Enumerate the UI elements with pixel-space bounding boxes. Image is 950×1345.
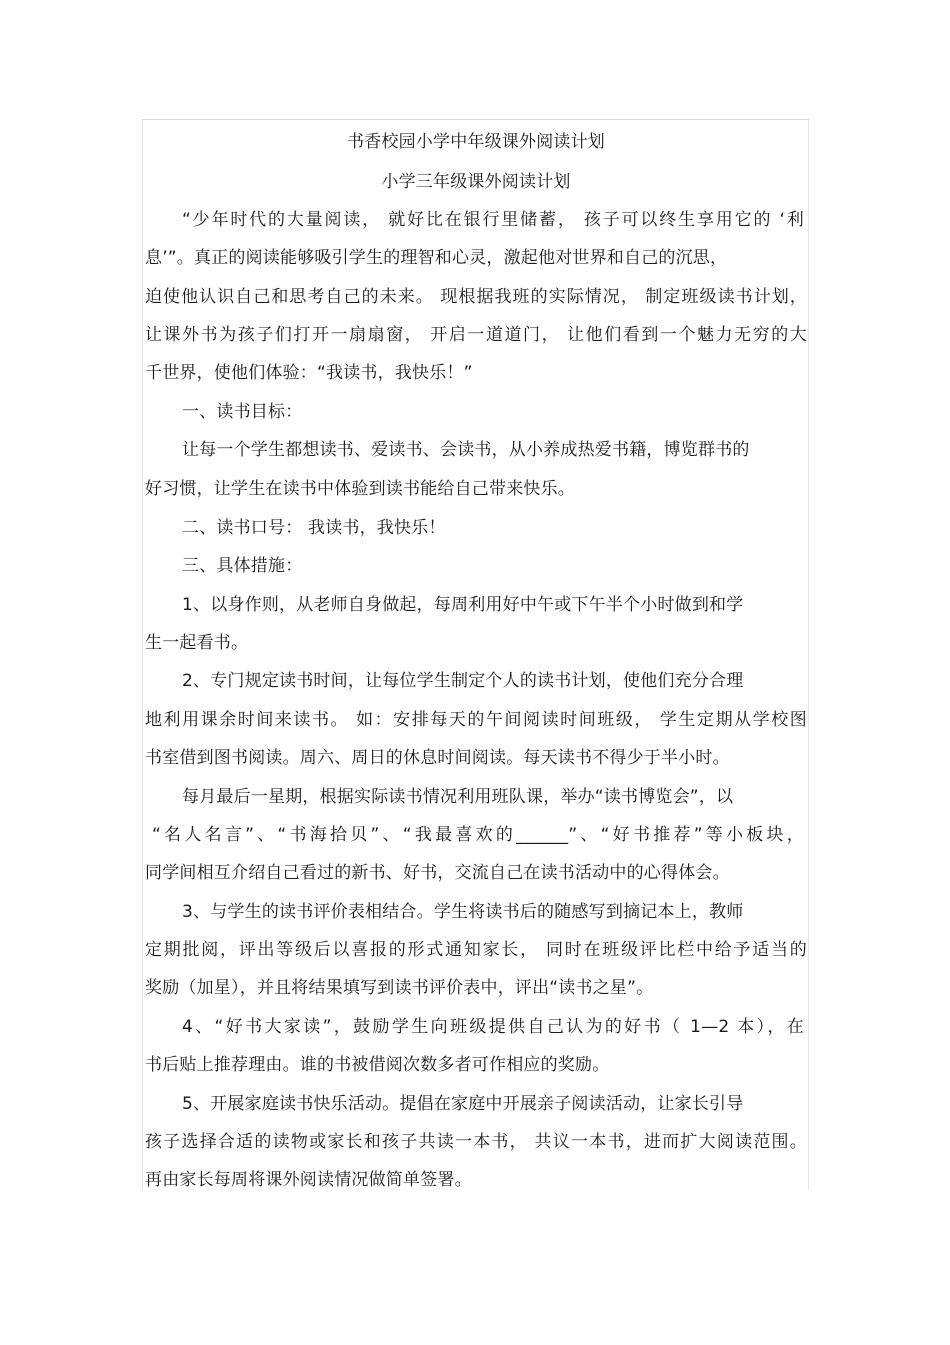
paragraph-line: “名人名言”、“书海拾贝”、“我最喜欢的______”、“好书推荐”等小板块， [152,825,804,845]
paragraph-line: 1、以身作则，从老师自身做起，每周利用好中午或下午半个小时做到和学 [182,595,744,615]
paragraph-line: 同学间相互介绍自己看过的新书、好书，交流自己在读书活动中的心得体会。 [145,863,730,883]
paragraph-line: 书后贴上推荐理由。谁的书被借阅次数多者可作相应的奖励。 [145,1055,610,1075]
section-heading: 二、读书口号： 我读书，我快乐！ [182,518,446,538]
paragraph-line: 好习惯，让学生在读书中体验到读书能给自己带来快乐。 [145,479,575,499]
paragraph-line: 千世界，使他们体验：“我读书，我快乐！” [145,363,473,383]
document-subtitle: 小学三年级课外阅读计划 [381,172,571,192]
paragraph-line: 地利用课余时间来读书。 如：安排每天的午间阅读时间班级， 学生定期从学校图 [145,710,807,730]
paragraph-line: 生一起看书。 [145,633,249,653]
paragraph-line: 4、“好书大家读”，鼓励学生向班级提供自己认为的好书（ 1—2 本），在 [182,1017,804,1037]
paragraph-line: 3、与学生的读书评价表相结合。学生将读书后的随感写到摘记本上，教师 [182,902,744,922]
paragraph-line: 书室借到图书阅读。周六、周日的休息时间阅读。每天读书不得少于半小时。 [145,748,730,768]
paragraph-line: 2、专门规定读书时间，让每位学生制定个人的读书计划，使他们充分合理 [182,671,744,691]
paragraph-line: 定期批阅，评出等级后以喜报的形式通知家长， 同时在班级评比栏中给予适当的 [145,940,807,960]
paragraph-line: 5、开展家庭读书快乐活动。提倡在家庭中开展亲子阅读活动，让家长引导 [182,1094,744,1114]
paragraph-line: 迫使他认识自己和思考自己的未来。 现根据我班的实际情况， 制定班级读书计划， [145,287,807,307]
paragraph-line: 让每一个学生都想读书、爱读书、会读书，从小养成热爱书籍，博览群书的 [182,440,750,460]
paragraph-line: 每月最后一星期，根据实际读书情况利用班队课，举办“读书博览会”，以 [182,787,734,807]
paragraph-line: 再由家长每周将课外阅读情况做简单签署。 [145,1170,472,1190]
document-title: 书香校园小学中年级课外阅读计划 [347,132,605,152]
paragraph-line: 奖励（加星），并且将结果填写到读书评价表中，评出“读书之星”。 [145,978,654,998]
paragraph-line: 让课外书为孩子们打开一扇扇窗， 开启一道道门， 让他们看到一个魅力无穷的大 [145,325,807,345]
paragraph-line: 息’”。真正的阅读能够吸引学生的理智和心灵，激起他对世界和自己的沉思， [145,248,728,268]
section-heading: 一、读书目标： [182,402,303,422]
paragraph-line: 孩子选择合适的读物或家长和孩子共读一本书， 共议一本书，进而扩大阅读范围。 [145,1132,807,1152]
paragraph-line: “少年时代的大量阅读， 就好比在银行里储蓄， 孩子可以终生享用它的 ‘利 [182,210,804,230]
section-heading: 三、具体措施： [182,556,303,576]
